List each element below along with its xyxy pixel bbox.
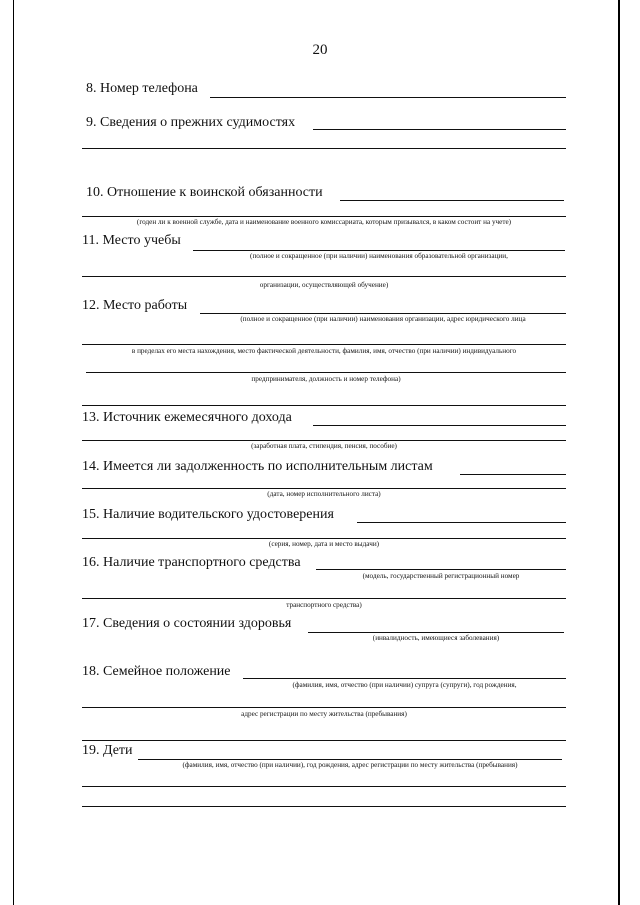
field-17-line[interactable] [308, 632, 564, 633]
field-13-caption: (заработная плата, стипендия, пенсия, пособие) [251, 442, 397, 450]
field-18-caption-2: адрес регистрации по месту жительства (пребывания) [241, 710, 407, 718]
field-11-line-2[interactable] [82, 276, 566, 277]
field-11-caption-2: организации, осуществляющей обучение) [259, 281, 389, 289]
field-15-line-2[interactable] [82, 538, 566, 539]
field-15-caption: (серия, номер, дата и место выдачи) [268, 540, 380, 548]
field-8-label: 8. Номер телефона [86, 81, 198, 96]
field-19-caption: (фамилия, имя, отчество (при наличии), год рождения, адрес регистрации по месту жительства (пребывания) [182, 761, 518, 769]
field-13-label: 13. Источник ежемесячного дохода [82, 410, 292, 425]
field-16-line[interactable] [316, 569, 566, 570]
field-12-line-2[interactable] [82, 344, 566, 345]
field-16-caption-2: транспортного средства) [286, 601, 362, 609]
field-15-line[interactable] [357, 522, 566, 523]
field-18-line-2[interactable] [82, 707, 566, 708]
field-19-line-3[interactable] [82, 806, 566, 807]
field-12-line-4[interactable] [82, 405, 566, 406]
field-14-label: 14. Имеется ли задолженность по исполнительным листам [82, 459, 433, 474]
field-12-line-3[interactable] [86, 372, 566, 373]
field-17-caption: (инвалидность, имеющиеся заболевания) [372, 634, 500, 642]
page-edge-right [618, 0, 620, 905]
field-10-caption: (годен ли к военной службе, дата и наименование военного комиссариата, которым призывался, в каком состоит на учете) [136, 218, 512, 226]
field-18-label: 18. Семейное положение [82, 664, 231, 679]
field-19-line[interactable] [138, 759, 562, 760]
field-10-label: 10. Отношение к воинской обязанности [86, 185, 323, 200]
field-8-line[interactable] [210, 97, 566, 98]
field-14-line[interactable] [460, 474, 566, 475]
field-11-label: 11. Место учебы [82, 233, 181, 248]
field-19-label: 19. Дети [82, 743, 133, 758]
field-11-line[interactable] [193, 250, 565, 251]
field-10-line-2[interactable] [82, 216, 566, 217]
page-edge-left [13, 0, 14, 905]
field-14-caption: (дата, номер исполнительного листа) [267, 490, 381, 498]
field-17-label: 17. Сведения о состоянии здоровья [82, 616, 292, 631]
field-16-label: 16. Наличие транспортного средства [82, 555, 301, 570]
field-10-line[interactable] [340, 200, 564, 201]
field-16-line-2[interactable] [82, 598, 566, 599]
field-12-caption-2: в пределах его места нахождения, место фактической деятельности, фамилия, имя, отчество (при наличии) индивидуального [131, 347, 517, 355]
field-9-line-2[interactable] [82, 148, 566, 149]
field-9-label: 9. Сведения о прежних судимостях [86, 115, 296, 130]
field-18-caption-1: (фамилия, имя, отчество (при наличии) супруга (супруги), год рождения, [292, 681, 517, 689]
field-13-line-2[interactable] [82, 440, 566, 441]
field-19-line-2[interactable] [82, 786, 566, 787]
field-12-label: 12. Место работы [82, 298, 188, 313]
field-12-caption-3: предпринимателя, должность и номер телефона) [251, 375, 401, 383]
field-15-label: 15. Наличие водительского удостоверения [82, 507, 334, 522]
field-12-line[interactable] [200, 313, 566, 314]
field-12-caption-1: (полное и сокращенное (при наличии) наименования организации, адрес юридического лица [240, 315, 526, 323]
field-13-line[interactable] [313, 425, 566, 426]
field-18-line[interactable] [243, 678, 566, 679]
field-9-line[interactable] [313, 129, 566, 130]
field-18-line-3[interactable] [82, 740, 566, 741]
field-16-caption-1: (модель, государственный регистрационный номер [362, 572, 520, 580]
page-number: 20 [312, 42, 328, 58]
field-14-line-2[interactable] [82, 488, 566, 489]
field-11-caption-1: (полное и сокращенное (при наличии) наименования образовательной организации, [250, 252, 508, 260]
